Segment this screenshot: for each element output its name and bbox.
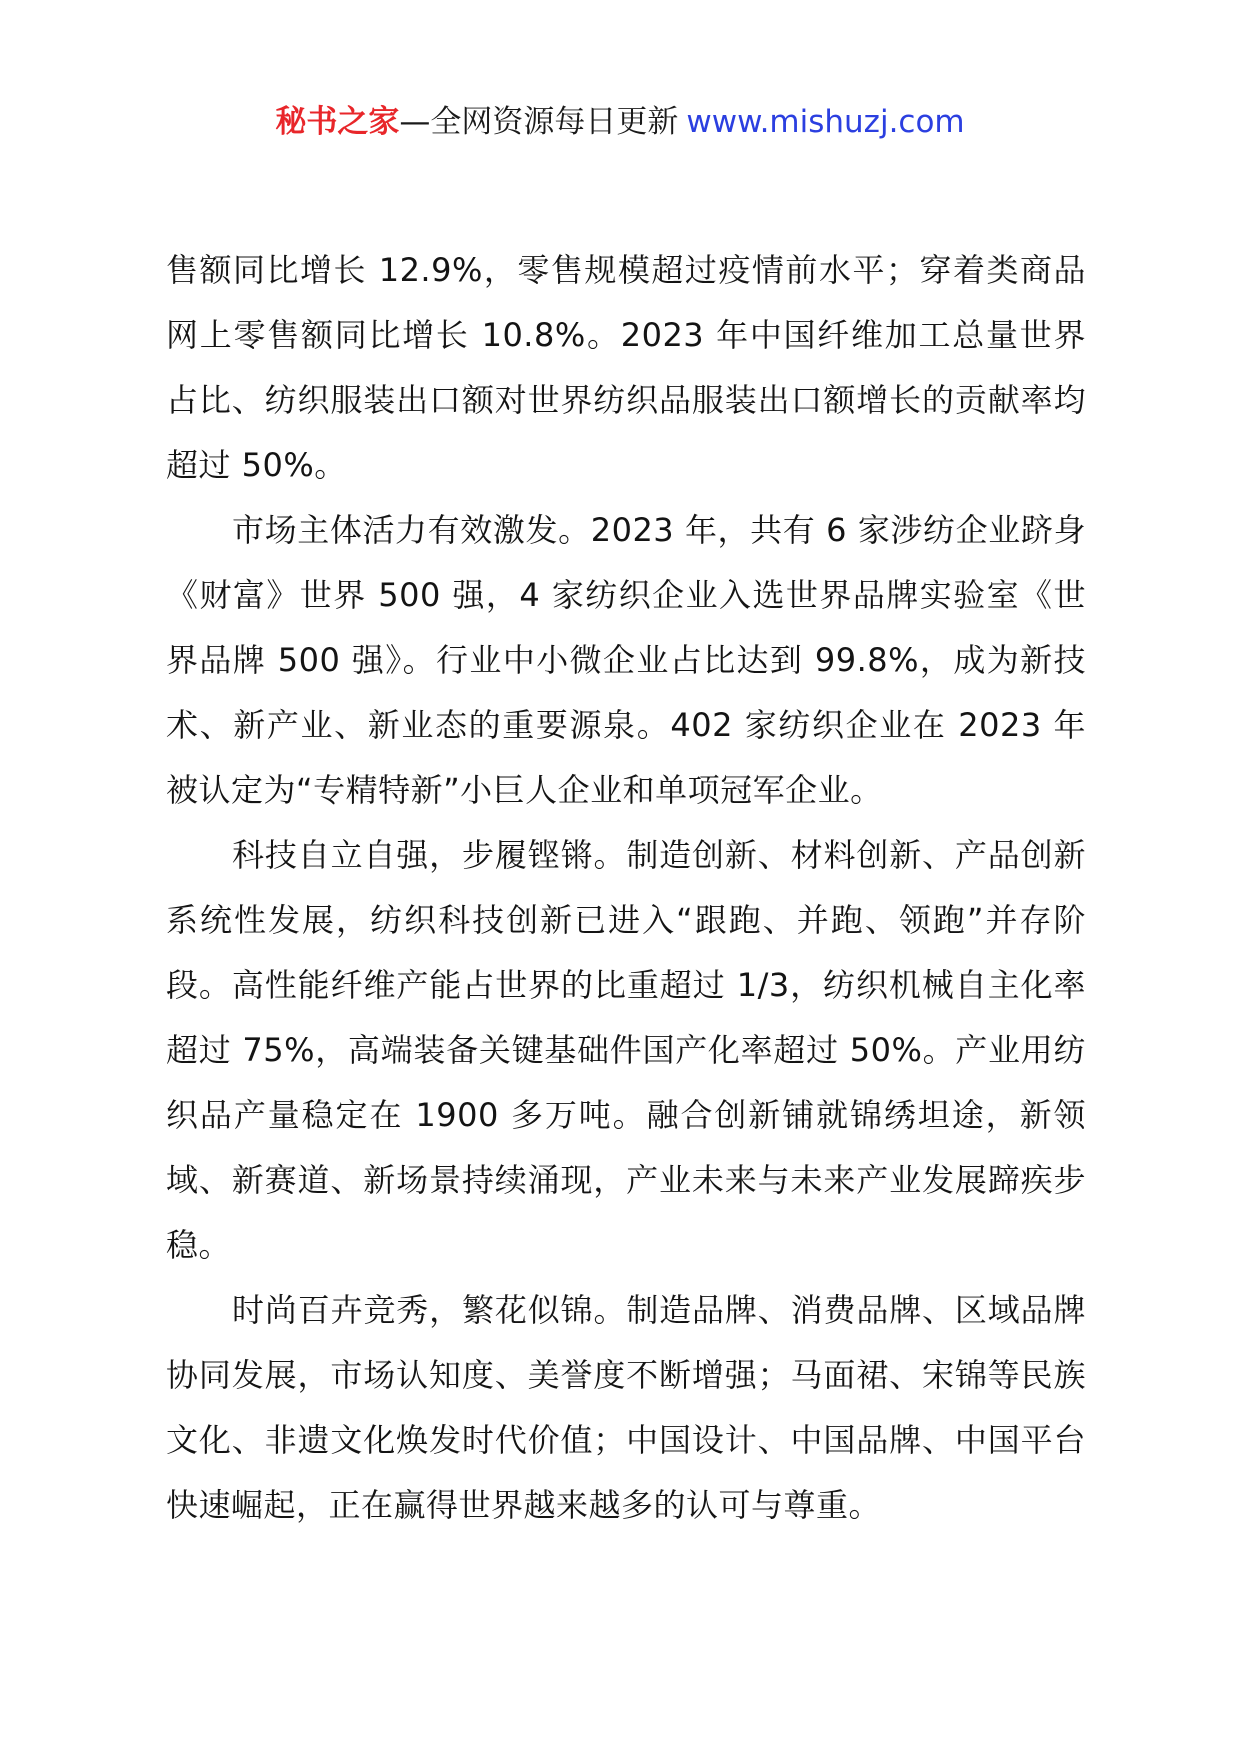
- header-tagline: —全网资源每日更新: [399, 104, 679, 140]
- document-body: [166, 238, 1086, 1538]
- paragraph-technology: 科技自立自强，步履铿锵。制造创新、材料创新、产品创新系统性发展，纺织科技创新已进入“跟跑、并跑、领跑”并存阶段。高性能纤维产能占世界的比重超过 1/3，纺织机械自主化率超过 75%，高端装备关键基础件国产化率超过 50%。产业用纺织品产量稳定在 1900 多万吨。融合创新铺就锦绣坦途，新领域、新赛道、新场景持续涌现，产业未来与未来产业发展蹄疾步稳。: [166, 836, 1086, 1264]
- header-brand: 秘书之家: [275, 104, 400, 140]
- paragraph-market-entities: 市场主体活力有效激发。2023 年，共有 6 家涉纺企业跻身《财富》世界 500 强，4 家纺织企业入选世界品牌实验室《世界品牌 500 强》。行业中小微企业占比达到 99.8%，成为新技术、新产业、新业态的重要源泉。402 家纺织企业在 2023 年被认定为“专精特新”小巨人企业和单项冠军企业。: [166, 511, 1086, 809]
- paragraph-fashion: 时尚百卉竞秀，繁花似锦。制造品牌、消费品牌、区域品牌协同发展，市场认知度、美誉度不断增强；马面裙、宋锦等民族文化、非遗文化焕发时代价值；中国设计、中国品牌、中国平台快速崛起，正在赢得世界越来越多的认可与尊重。: [166, 1291, 1086, 1524]
- paragraph-continuation: 售额同比增长 12.9%，零售规模超过疫情前水平；穿着类商品网上零售额同比增长 10.8%。2023 年中国纤维加工总量世界占比、纺织服装出口额对世界纺织品服装出口额增长的贡献率均超过 50%。: [166, 251, 1086, 484]
- header-url-link[interactable]: www.mishuzj.com: [686, 104, 965, 140]
- page-header: [0, 100, 1240, 144]
